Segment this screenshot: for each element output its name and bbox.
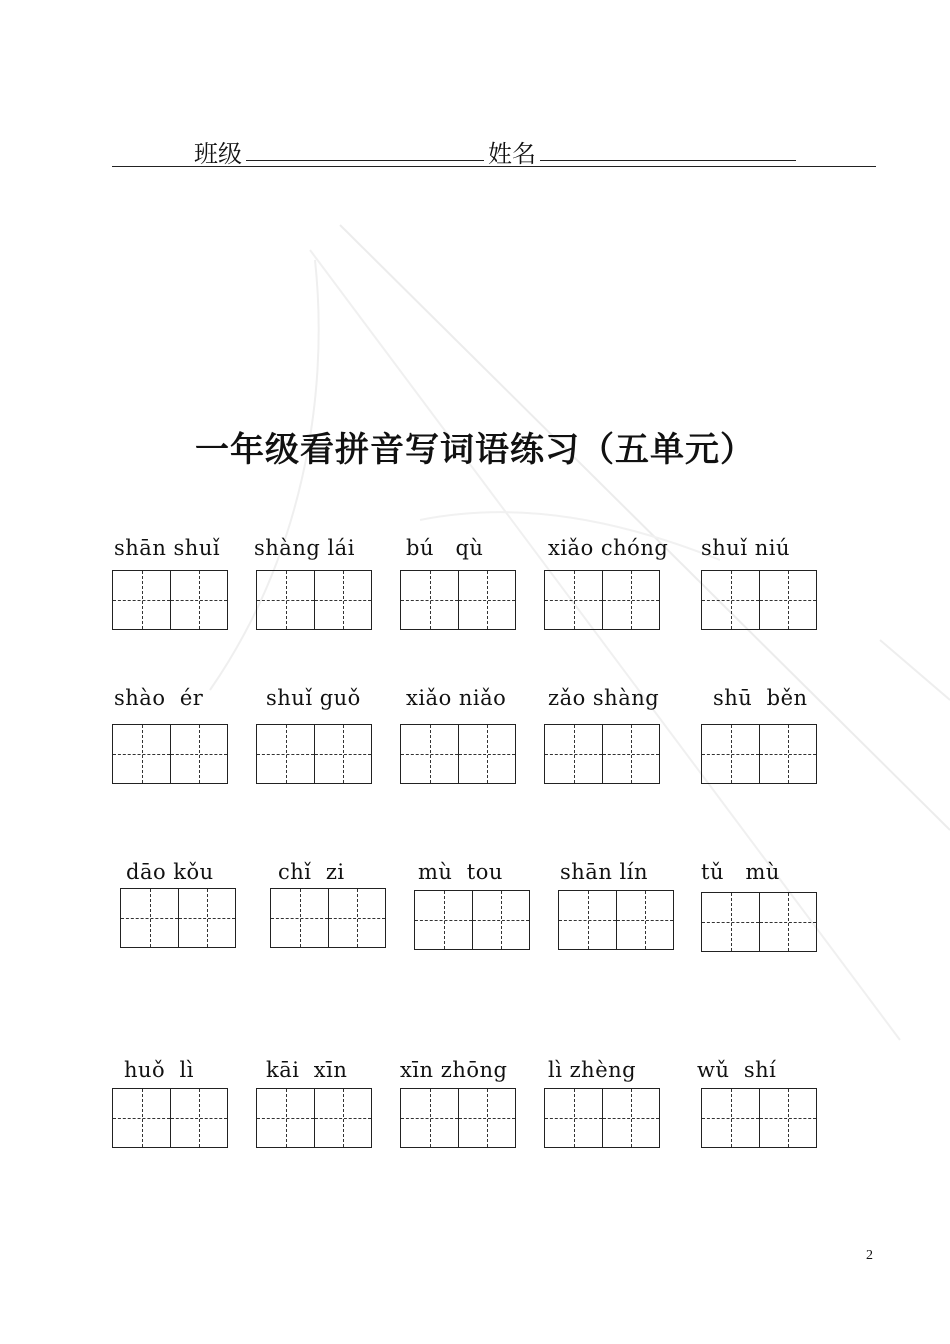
pinyin-label: shān shuǐ: [114, 536, 221, 560]
pinyin-label: shuǐ guǒ: [266, 686, 361, 710]
page-title: 一年级看拼音写词语练习（五单元）: [195, 430, 755, 470]
pinyin-label: xiǎo niǎo: [406, 686, 507, 710]
pinyin-label: shū běn: [713, 686, 808, 710]
writing-grid[interactable]: [544, 724, 660, 784]
name-blank[interactable]: [540, 160, 796, 161]
pinyin-label: shuǐ niú: [701, 536, 790, 560]
writing-grid[interactable]: [120, 888, 236, 948]
writing-grid[interactable]: [112, 724, 228, 784]
writing-grid[interactable]: [701, 724, 817, 784]
writing-grid[interactable]: [701, 892, 817, 952]
pinyin-label: shào ér: [114, 686, 204, 710]
pinyin-label: xiǎo chóng: [548, 536, 669, 560]
writing-grid[interactable]: [256, 1088, 372, 1148]
pinyin-label: dāo kǒu: [126, 860, 214, 884]
pinyin-label: zǎo shàng: [548, 686, 660, 710]
writing-grid[interactable]: [701, 1088, 817, 1148]
pinyin-label: lì zhèng: [548, 1058, 637, 1082]
writing-grid[interactable]: [112, 1088, 228, 1148]
pinyin-label: mù tou: [418, 860, 503, 884]
pinyin-label: shàng lái: [254, 536, 355, 560]
writing-grid[interactable]: [400, 724, 516, 784]
pinyin-label: chǐ zi: [278, 860, 345, 884]
writing-grid[interactable]: [256, 570, 372, 630]
pinyin-label: wǔ shí: [697, 1058, 777, 1082]
writing-grid[interactable]: [256, 724, 372, 784]
writing-grid[interactable]: [400, 570, 516, 630]
pinyin-label: shān lín: [560, 860, 648, 884]
pinyin-label: tǔ mù: [701, 860, 780, 884]
writing-grid[interactable]: [544, 570, 660, 630]
writing-grid[interactable]: [544, 1088, 660, 1148]
pinyin-label: huǒ lì: [124, 1058, 194, 1082]
page-number: 2: [866, 1248, 873, 1263]
pinyin-label: xīn zhōng: [400, 1058, 508, 1082]
writing-grid[interactable]: [414, 890, 530, 950]
pinyin-label: bú qù: [406, 536, 484, 560]
writing-grid[interactable]: [400, 1088, 516, 1148]
name-label: 姓名: [488, 140, 536, 168]
writing-grid[interactable]: [270, 888, 386, 948]
class-label: 班级: [194, 140, 242, 168]
class-blank[interactable]: [246, 160, 484, 161]
header-line: [112, 130, 876, 167]
writing-grid[interactable]: [112, 570, 228, 630]
writing-grid[interactable]: [558, 890, 674, 950]
pinyin-label: kāi xīn: [266, 1058, 348, 1082]
writing-grid[interactable]: [701, 570, 817, 630]
